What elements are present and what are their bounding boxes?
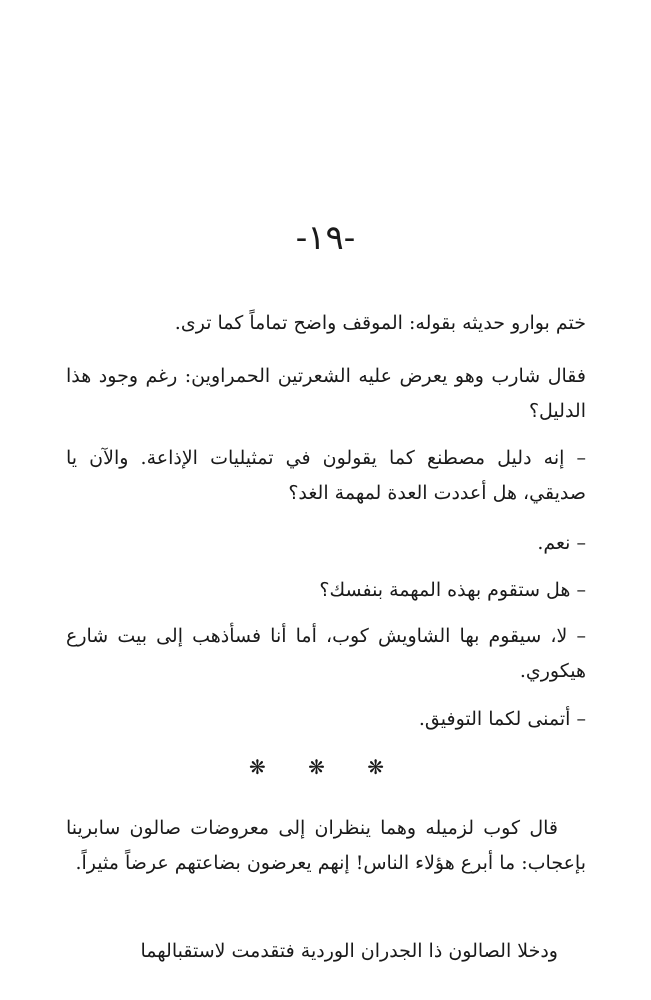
paragraph [66,359,586,429]
paragraph-text: قال كوب لزميله وهما ينظران إلى معروضات صالون سابرينا بإعجاب: ما أبرع هؤلاء الناس! إنهم يعرضون بضاعتهم عرضاً مثيراً. [66,817,586,874]
paragraph [66,811,586,881]
paragraph-text: ختم بوارو حديثه بقوله: الموقف واضح تماماً كما ترى. [174,312,586,334]
paragraph-text: – أتمنى لكما التوفيق. [418,708,586,730]
section-separator: ❋ ❋ ❋ [249,755,402,779]
paragraph [66,306,586,341]
paragraph [66,934,586,969]
paragraph [66,702,586,737]
paragraph-text: – لا، سيقوم بها الشاويش كوب، أما أنا فسأذهب إلى بيت شارع هيكوري. [66,625,586,682]
chapter-number: -١٩- [295,218,356,258]
paragraph [66,526,586,561]
paragraph-text: – هل ستقوم بهذه المهمة بنفسك؟ [319,579,586,601]
paragraph-text: ودخلا الصالون ذا الجدران الوردية فتقدمت لاستقبالهما [140,940,558,962]
paragraph-text: فقال شارب وهو يعرض عليه الشعرتين الحمراوين: رغم وجود هذا الدليل؟ [66,365,586,422]
paragraph [66,619,586,689]
paragraph-text: – نعم. [537,532,586,554]
paragraph [66,441,586,511]
paragraph [66,573,586,608]
paragraph-text: – إنه دليل مصطنع كما يقولون في تمثيليات الإذاعة. والآن يا صديقي، هل أعددت العدة لمهمة الغد؟ [66,447,586,504]
